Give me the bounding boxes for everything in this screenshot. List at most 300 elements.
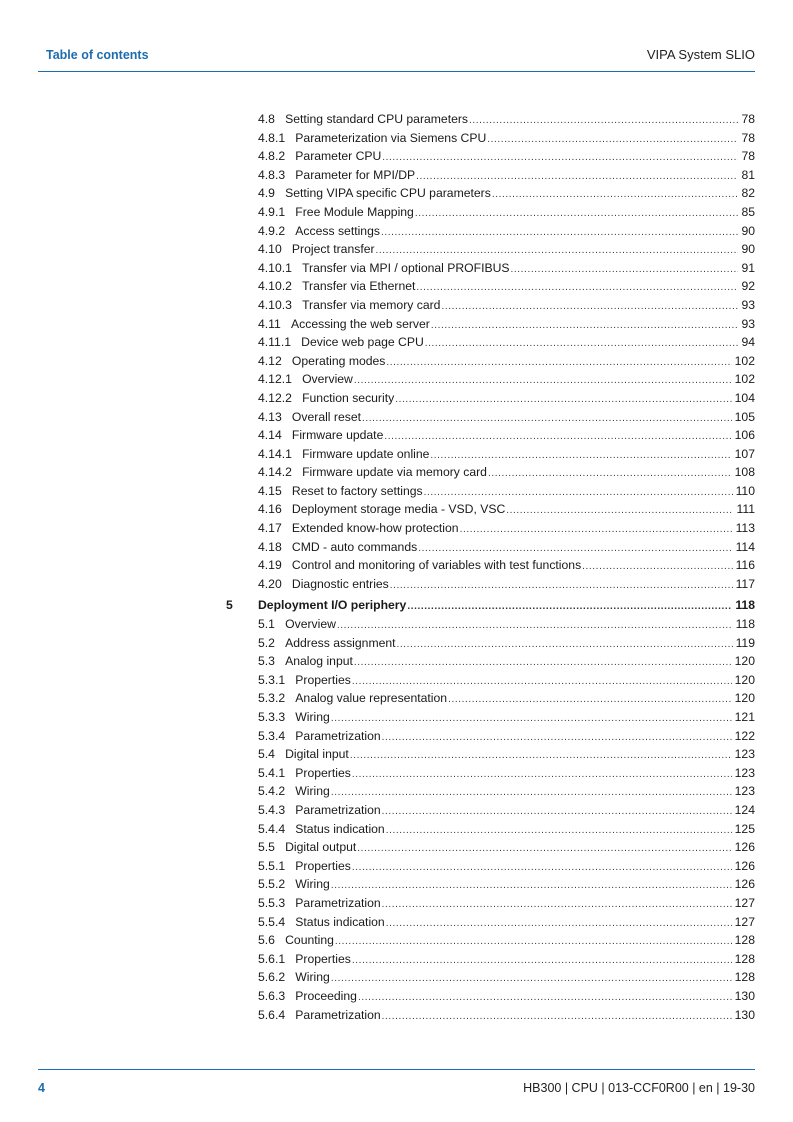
toc-number-gap <box>285 820 295 839</box>
toc-entry[interactable] <box>0 556 793 575</box>
toc-entry[interactable] <box>0 277 793 296</box>
toc-entry-row <box>258 352 755 373</box>
toc-page-number: 102 <box>734 353 755 368</box>
toc-entry-row <box>258 764 755 785</box>
toc-entry-row <box>258 482 755 503</box>
toc-page-number: 91 <box>741 260 755 275</box>
toc-number-gap <box>275 745 285 764</box>
toc-entry-row <box>258 838 755 859</box>
toc-number-gap <box>275 931 285 950</box>
toc-section-title: Access settings <box>295 223 380 238</box>
toc-page-number: 128 <box>734 951 755 966</box>
toc-section-number: 5.5.2 <box>258 877 286 892</box>
toc-number-gap <box>292 445 302 464</box>
toc-number-gap <box>292 259 302 278</box>
toc-page-number: 110 <box>735 483 755 498</box>
toc-page-number: 119 <box>735 635 755 650</box>
toc-section-title: Wiring <box>295 784 330 799</box>
toc-section-title: Digital output <box>285 840 357 855</box>
toc-section-number: 5.1 <box>258 617 275 632</box>
toc-section-title: Parametrization <box>295 1007 381 1022</box>
toc-number-gap <box>282 500 292 519</box>
toc-entry[interactable] <box>0 445 793 464</box>
toc-section-title: Free Module Mapping <box>295 204 414 219</box>
toc-entry[interactable] <box>0 110 793 129</box>
toc-number-gap <box>275 615 285 634</box>
toc-page-number: 120 <box>734 691 755 706</box>
toc-number-gap <box>285 671 295 690</box>
toc-section-title: Parameterization via Siemens CPU <box>295 130 487 145</box>
toc-number-gap <box>285 129 295 148</box>
toc-section-title: Address assignment <box>285 635 396 650</box>
toc-section-number: 5.5.1 <box>258 858 286 873</box>
toc-entry[interactable] <box>0 820 793 839</box>
toc-section-title: Deployment storage media - VSD, VSC <box>291 502 506 517</box>
toc-section-title: Wiring <box>295 970 330 985</box>
toc-entry-row <box>258 184 755 205</box>
toc-number-gap <box>282 575 292 594</box>
toc-section-title: Accessing the web server <box>291 316 430 331</box>
toc-entry-row <box>258 370 755 391</box>
toc-section-number: 5.6.1 <box>258 951 286 966</box>
toc-number-gap <box>282 519 292 538</box>
toc-entry-row <box>258 801 755 822</box>
toc-section-number: 5.5.4 <box>258 914 286 929</box>
toc-section-title: Transfer via Ethernet <box>302 279 416 294</box>
toc-section-number: 4.10.3 <box>258 297 292 312</box>
toc-entry[interactable] <box>0 764 793 783</box>
toc-page-number: 130 <box>734 988 755 1003</box>
toc-entry[interactable] <box>0 184 793 203</box>
toc-entry[interactable] <box>0 426 793 445</box>
toc-entry[interactable] <box>0 147 793 166</box>
toc-section-number: 4.16 <box>258 502 282 517</box>
toc-number-gap <box>285 968 295 987</box>
toc-entry[interactable] <box>0 370 793 389</box>
toc-section-number: 5.4 <box>258 747 275 762</box>
toc-section-number: 5.3.4 <box>258 728 286 743</box>
toc-section-title: Overall reset <box>291 409 361 424</box>
toc-entry-row <box>258 634 755 655</box>
toc-section-title: Deployment I/O periphery <box>258 598 407 613</box>
toc-entry[interactable] <box>0 671 793 690</box>
toc-section-number: 5.6.4 <box>258 1007 286 1022</box>
toc-section-title: Proceeding <box>295 988 357 1003</box>
toc-section-number: 5.5 <box>258 840 275 855</box>
toc-section-number: 4.9 <box>258 186 275 201</box>
toc-entry-row <box>258 875 755 896</box>
toc-entry-row <box>258 110 755 131</box>
toc-entry[interactable] <box>0 987 793 1006</box>
toc-entry[interactable] <box>0 968 793 987</box>
toc-section-title: Transfer via MPI / optional PROFIBUS <box>302 260 510 275</box>
toc-section-title: Parameter CPU <box>295 149 382 164</box>
toc-section-number: 5.3 <box>258 654 275 669</box>
toc-number-gap <box>285 727 295 746</box>
toc-number-gap <box>281 315 291 334</box>
toc-entry-row <box>258 913 755 934</box>
toc-number-gap <box>275 838 285 857</box>
toc-entry-row <box>258 708 755 729</box>
toc-entry[interactable] <box>0 240 793 259</box>
toc-entry[interactable] <box>0 482 793 501</box>
toc-section-title: Transfer via memory card <box>302 297 441 312</box>
toc-number-gap <box>282 556 292 575</box>
toc-section-number: 5.6 <box>258 933 275 948</box>
toc-entry-row <box>258 147 755 168</box>
toc-page-number: 90 <box>741 242 755 257</box>
toc-entry[interactable] <box>0 203 793 222</box>
toc-page-number: 126 <box>734 858 755 873</box>
toc-entry[interactable] <box>0 950 793 969</box>
toc-entry-row <box>258 727 755 748</box>
toc-page-number: 117 <box>735 576 755 591</box>
toc-section-title: Parameter for MPI/DP <box>295 167 416 182</box>
toc-leader-dots <box>390 577 733 596</box>
toc-entry-row <box>258 426 755 447</box>
toc-entry[interactable] <box>0 222 793 241</box>
toc-page-number: 93 <box>741 297 755 312</box>
toc-page-number: 94 <box>741 335 755 350</box>
toc-page-number: 92 <box>741 279 755 294</box>
header-product-name: VIPA System SLIO <box>646 47 755 62</box>
toc-entry-row <box>258 652 755 673</box>
toc-entry-row <box>258 315 755 336</box>
toc-entry-row <box>258 240 755 261</box>
toc-entry[interactable] <box>0 596 793 615</box>
toc-page-number: 125 <box>734 821 755 836</box>
toc-page-number: 107 <box>734 446 755 461</box>
toc-entry[interactable] <box>0 838 793 857</box>
toc-entry[interactable] <box>0 519 793 538</box>
toc-entry-row <box>258 259 755 280</box>
toc-section-title: Function security <box>302 390 395 405</box>
footer-page-number: 4 <box>38 1081 45 1095</box>
toc-entry-row <box>258 129 755 150</box>
toc-page-number: 106 <box>734 428 755 443</box>
toc-page-number: 113 <box>735 521 755 536</box>
toc-entry-row <box>258 894 755 915</box>
toc-page-number: 121 <box>734 710 755 724</box>
toc-entry-row <box>258 519 755 540</box>
toc-entry-row <box>258 203 755 224</box>
toc-page-number: 120 <box>734 672 755 687</box>
toc-page-number: 127 <box>734 895 755 910</box>
toc-number-gap <box>285 764 295 783</box>
toc-entry[interactable] <box>0 315 793 334</box>
toc-section-title: Parametrization <box>295 895 381 910</box>
toc-section-number: 4.17 <box>258 521 282 536</box>
toc-page-number: 114 <box>735 539 755 554</box>
toc-entry-row <box>258 408 755 429</box>
toc-entry[interactable] <box>0 913 793 932</box>
toc-section-number: 4.11 <box>258 316 281 331</box>
toc-section-title: Setting VIPA specific CPU parameters <box>285 186 491 201</box>
toc-number-gap <box>282 482 292 501</box>
toc-page-number: 78 <box>741 149 755 164</box>
toc-page-number: 111 <box>736 502 755 517</box>
footer-divider <box>38 1069 755 1070</box>
toc-section-title: Reset to factory settings <box>291 483 423 498</box>
toc-section-number: 4.11.1 <box>258 335 291 350</box>
toc-entry[interactable] <box>0 296 793 315</box>
toc-page-number: 82 <box>741 186 755 201</box>
toc-entry-row <box>258 950 755 971</box>
toc-entry-row <box>258 575 755 596</box>
toc-section-title: Properties <box>295 672 351 687</box>
toc-page-number: 126 <box>734 877 755 892</box>
toc-entry-row <box>258 671 755 692</box>
toc-number-gap <box>282 426 292 445</box>
toc-entry[interactable] <box>0 259 793 278</box>
toc-page-number: 127 <box>734 914 755 929</box>
toc-number-gap <box>285 857 295 876</box>
toc-entry-row <box>258 277 755 298</box>
toc-page-number: 123 <box>734 747 755 762</box>
toc-section-title: Properties <box>295 765 351 780</box>
toc-section-title: Firmware update online <box>302 446 430 461</box>
toc-entry[interactable] <box>0 634 793 653</box>
toc-entry-row <box>258 857 755 878</box>
toc-entry-row <box>258 296 755 317</box>
toc-page-number: 118 <box>735 617 755 632</box>
toc-entry[interactable] <box>0 352 793 371</box>
toc-section-number: 4.14.1 <box>258 446 292 461</box>
toc-number-gap <box>285 782 295 801</box>
toc-number-gap <box>285 894 295 913</box>
toc-section-title: Analog input <box>285 654 353 669</box>
toc-section-title: Properties <box>295 951 351 966</box>
toc-number-gap <box>291 333 301 352</box>
toc-page-number: 116 <box>735 558 755 573</box>
toc-entry-row <box>258 222 755 243</box>
toc-number-gap <box>285 689 295 708</box>
toc-entry[interactable] <box>0 389 793 408</box>
toc-section-number: 5.3.1 <box>258 672 286 687</box>
toc-entry[interactable] <box>0 857 793 876</box>
toc-number-gap <box>285 913 295 932</box>
toc-page-number: 118 <box>735 598 755 613</box>
toc-entry[interactable] <box>0 931 793 950</box>
toc-section-number: 4.10.2 <box>258 279 292 294</box>
toc-entry-row <box>258 166 755 187</box>
toc-section-title: Parametrization <box>295 802 381 817</box>
toc-page-number: 123 <box>734 784 755 799</box>
toc-number-gap <box>285 1006 295 1025</box>
toc-entry[interactable] <box>0 782 793 801</box>
toc-section-number: 4.12 <box>258 353 282 368</box>
toc-section-number: 4.12.2 <box>258 390 292 405</box>
toc-leader-dots <box>382 1008 732 1027</box>
toc-entry[interactable] <box>0 615 793 634</box>
toc-entry-row <box>258 333 755 354</box>
toc-page-number: 128 <box>734 933 755 948</box>
toc-section-number: 4.8.2 <box>258 149 286 164</box>
toc-section-number: 4.12.1 <box>258 372 292 387</box>
toc-section-title: Wiring <box>295 877 330 892</box>
toc-section-title: Status indication <box>295 914 385 929</box>
toc-entry[interactable] <box>0 408 793 427</box>
toc-section-number: 4.15 <box>258 483 282 498</box>
toc-page-number: 122 <box>734 728 755 743</box>
toc-page-number: 85 <box>741 204 755 219</box>
toc-entry-row <box>258 968 755 989</box>
toc-entry-row <box>258 538 755 559</box>
toc-entry-row <box>258 596 755 617</box>
toc-section-number: 4.13 <box>258 409 282 424</box>
toc-section-title: Operating modes <box>291 353 386 368</box>
toc-number-gap <box>282 240 292 259</box>
toc-number-gap <box>285 875 295 894</box>
toc-section-number: 5.3.2 <box>258 691 286 706</box>
toc-section-number: 5.4.4 <box>258 821 286 836</box>
toc-section-title: Wiring <box>295 710 330 724</box>
toc-number-gap <box>292 296 302 315</box>
toc-section-number: 4.10.1 <box>258 260 292 275</box>
toc-section-title: Device web page CPU <box>301 335 424 350</box>
toc-entry[interactable] <box>0 689 793 708</box>
toc-number-gap <box>282 538 292 557</box>
toc-entry-row <box>258 389 755 410</box>
toc-number-gap <box>275 184 285 203</box>
toc-section-title: Project transfer <box>291 242 375 257</box>
toc-section-title: Diagnostic entries <box>291 576 389 591</box>
header-section-title: Table of contents <box>46 48 149 62</box>
toc-section-title: Control and monitoring of variables with test functions <box>291 558 582 573</box>
toc-entry[interactable] <box>0 463 793 482</box>
toc-page-number: 105 <box>734 409 755 424</box>
toc-entry-row <box>258 445 755 466</box>
toc-number-gap <box>285 708 295 727</box>
toc-entry[interactable] <box>0 727 793 746</box>
toc-section-number: 5.4.3 <box>258 802 286 817</box>
toc-section-number: 4.18 <box>258 539 282 554</box>
toc-page-number: 120 <box>734 654 755 669</box>
toc-section-title: Parametrization <box>295 728 381 743</box>
toc-section-number: 4.19 <box>258 558 282 573</box>
toc-section-number: 4.8.1 <box>258 130 286 145</box>
toc-section-number: 5.3.3 <box>258 710 286 724</box>
toc-section-number: 4.8 <box>258 112 275 126</box>
toc-page-number: 126 <box>734 840 755 855</box>
toc-section-number: 4.20 <box>258 576 282 591</box>
toc-section-title: Overview <box>285 617 336 632</box>
toc-number-gap <box>285 801 295 820</box>
toc-section-number: 4.14 <box>258 428 282 443</box>
toc-entry[interactable] <box>0 1006 793 1025</box>
toc-page-number: 93 <box>741 316 755 331</box>
toc-section-title: Overview <box>302 372 353 387</box>
toc-section-title: Status indication <box>295 821 385 836</box>
toc-section-title: CMD - auto commands <box>291 539 418 554</box>
toc-page-number: 102 <box>734 372 755 387</box>
toc-entry[interactable] <box>0 708 793 727</box>
toc-entry-row <box>258 782 755 803</box>
toc-entry[interactable] <box>0 500 793 519</box>
toc-entry-row <box>258 556 755 577</box>
toc-number-gap <box>285 222 295 241</box>
toc-entry[interactable] <box>0 333 793 352</box>
toc-entry[interactable] <box>0 745 793 764</box>
toc-page-number: 90 <box>741 223 755 238</box>
toc-entry[interactable] <box>0 575 793 594</box>
toc-page-number: 78 <box>741 112 755 126</box>
toc-section-title: Digital input <box>285 747 349 762</box>
toc-section-number: 4.9.2 <box>258 223 286 238</box>
toc-section-title: Setting standard CPU parameters <box>285 112 469 126</box>
toc-section-number: 4.9.1 <box>258 204 286 219</box>
toc-page-number: 108 <box>734 465 755 480</box>
toc-section-number: 4.14.2 <box>258 465 292 480</box>
toc-page-number: 128 <box>734 970 755 985</box>
toc-section-title: Analog value representation <box>295 691 448 706</box>
toc-entry[interactable] <box>0 129 793 148</box>
toc-page-number: 123 <box>734 765 755 780</box>
toc-entry-row <box>258 463 755 484</box>
toc-entry-row <box>258 500 755 521</box>
toc-number-gap <box>275 634 285 653</box>
toc-section-number: 5.6.2 <box>258 970 286 985</box>
toc-entry[interactable] <box>0 538 793 557</box>
toc-entry-row <box>258 745 755 766</box>
toc-number-gap <box>275 652 285 671</box>
toc-section-number: 5.6.3 <box>258 988 286 1003</box>
toc-number-gap <box>275 110 285 129</box>
toc-entry-row <box>258 987 755 1008</box>
toc-number-gap <box>285 950 295 969</box>
toc-page-number: 104 <box>734 390 755 405</box>
toc-section-number: 4.8.3 <box>258 167 286 182</box>
toc-page-number: 78 <box>741 130 755 145</box>
toc-entry[interactable] <box>0 801 793 820</box>
toc-entry[interactable] <box>0 875 793 894</box>
toc-number-gap <box>285 987 295 1006</box>
toc-section-title: Counting <box>285 933 334 948</box>
toc-entry-row <box>258 615 755 636</box>
toc-number-gap <box>285 147 295 166</box>
toc-entry[interactable] <box>0 166 793 185</box>
toc-number-gap <box>292 370 302 389</box>
toc-number-gap <box>282 408 292 427</box>
footer-document-id: HB300 | CPU | 013-CCF0R00 | en | 19-30 <box>523 1081 755 1095</box>
toc-entry-row <box>258 820 755 841</box>
toc-number-gap <box>282 352 292 371</box>
toc-section-number: 5.5.3 <box>258 895 286 910</box>
header-divider <box>38 71 755 72</box>
toc-section-title: Firmware update <box>291 428 384 443</box>
toc-entry-row <box>258 931 755 952</box>
toc-section-number: 5.2 <box>258 635 275 650</box>
toc-number-gap <box>292 389 302 408</box>
toc-section-title: Extended know-how protection <box>291 521 459 536</box>
toc-number-gap <box>292 277 302 296</box>
toc-entry-row <box>258 689 755 710</box>
toc-section-title: Firmware update via memory card <box>302 465 487 480</box>
toc-section-title: Properties <box>295 858 351 873</box>
toc-entry[interactable] <box>0 652 793 671</box>
toc-section-number: 5.4.2 <box>258 784 286 799</box>
page-header <box>38 45 755 67</box>
toc-entry-row <box>258 1006 755 1027</box>
toc-section-number: 5.4.1 <box>258 765 286 780</box>
toc-number-gap <box>285 166 295 185</box>
toc-number-gap <box>285 203 295 222</box>
toc-page-number: 130 <box>734 1007 755 1022</box>
toc-number-gap <box>292 463 302 482</box>
toc-entry[interactable] <box>0 894 793 913</box>
table-of-contents <box>0 110 793 1024</box>
toc-chapter-number: 5 <box>226 598 233 613</box>
